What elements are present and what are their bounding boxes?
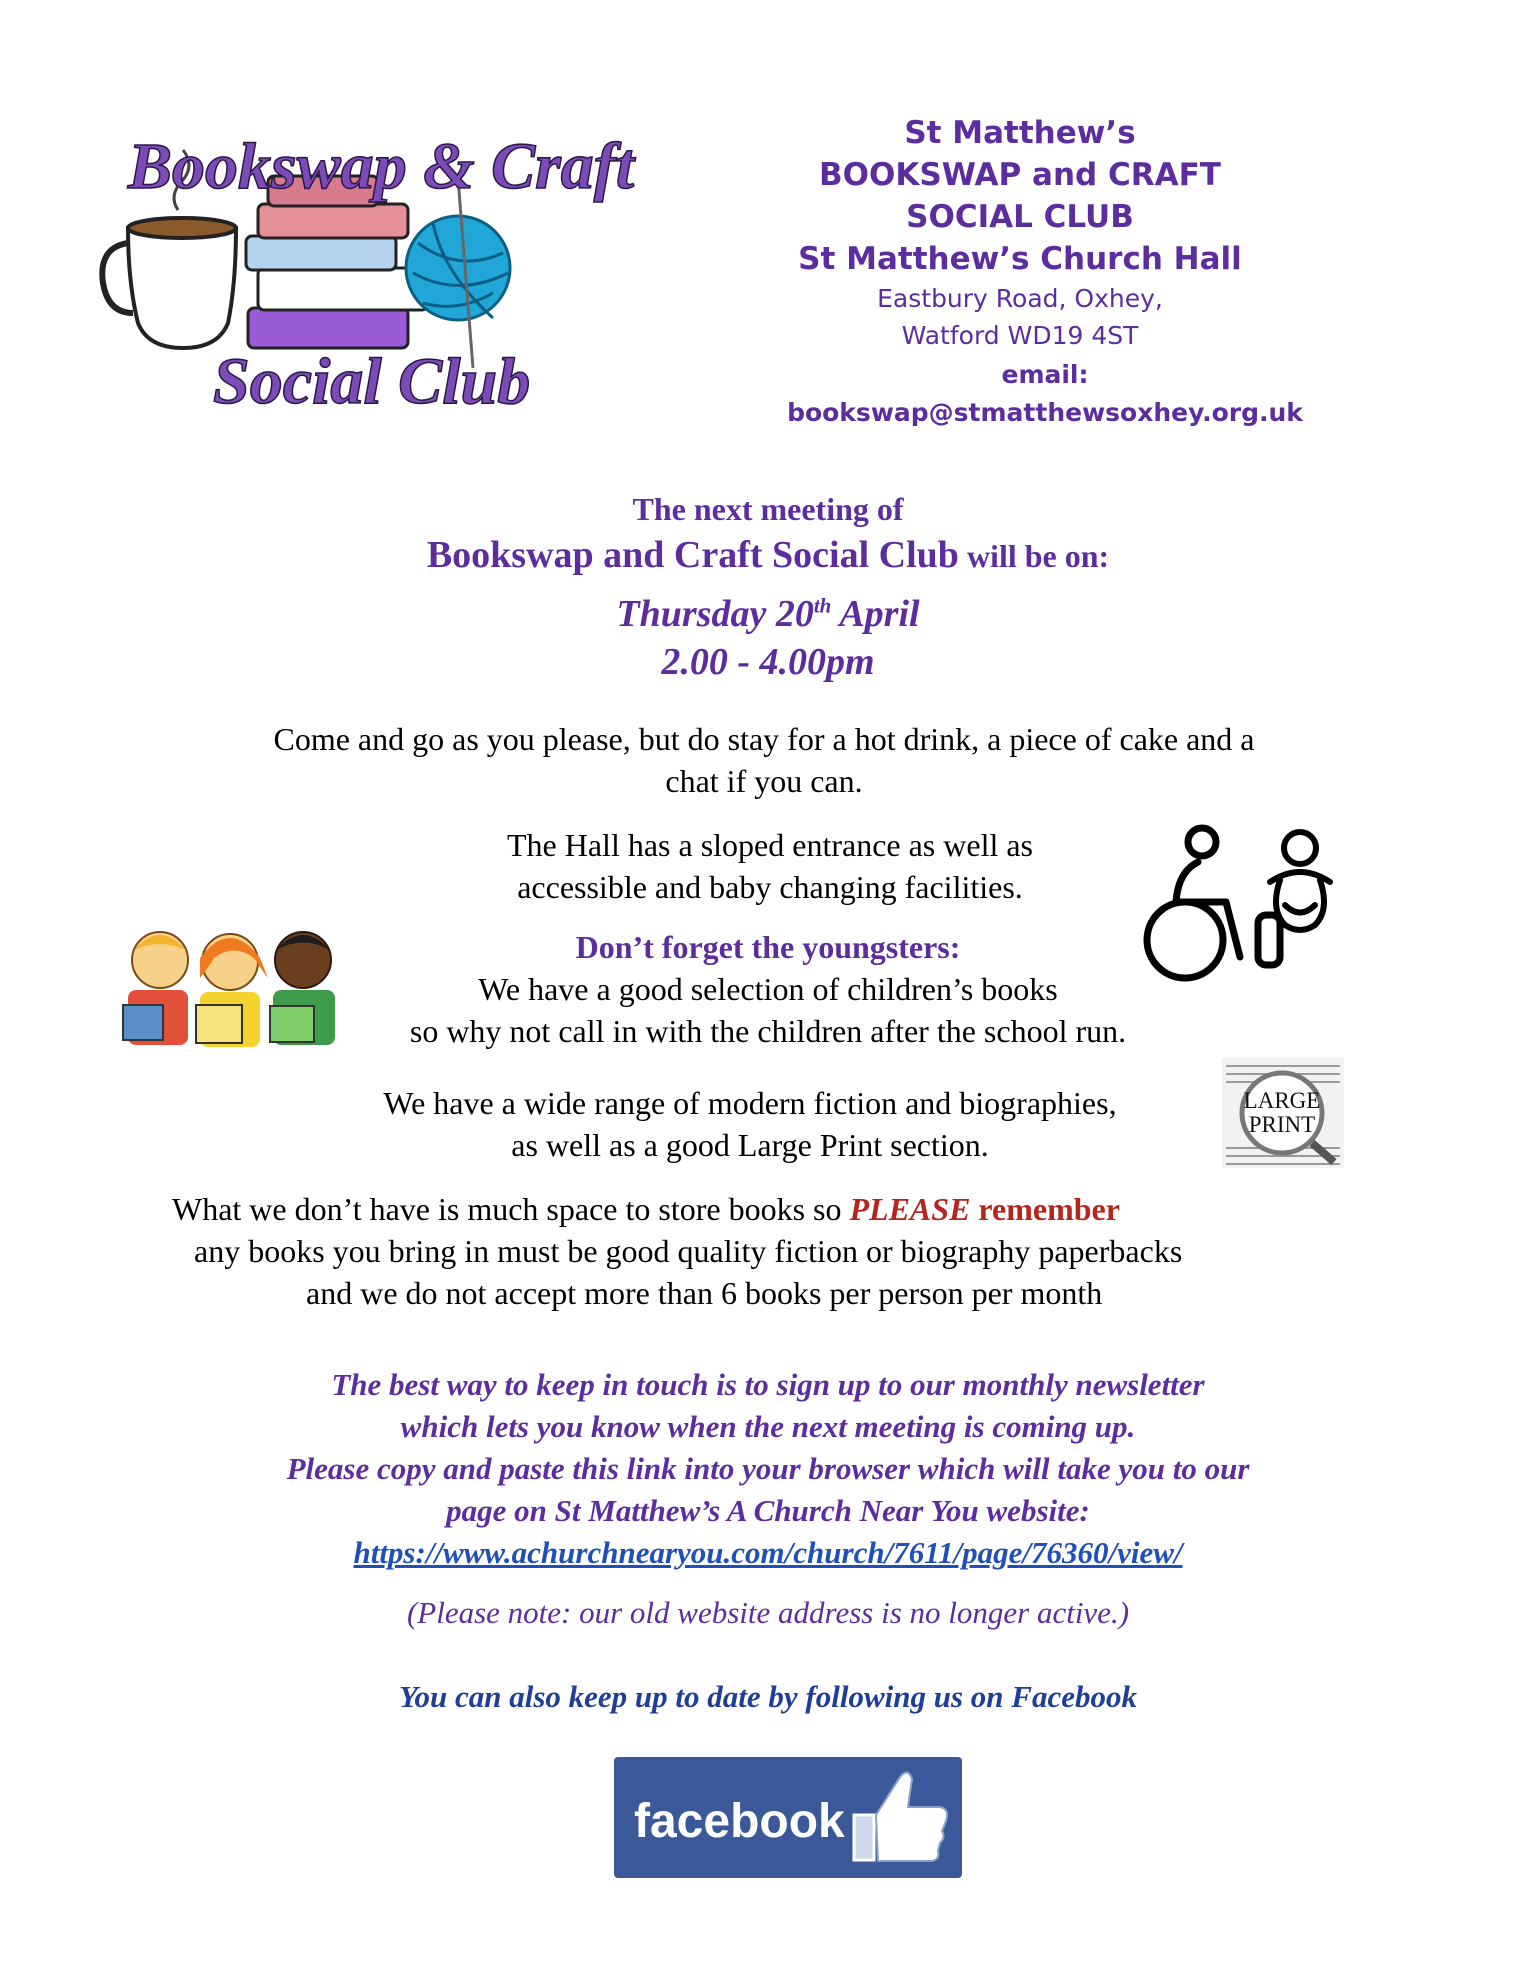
meeting-name: Bookswap and Craft Social Club: [426, 534, 959, 576]
hall-line-1: The Hall has a sloped entrance as well as: [506, 827, 1033, 863]
range-line-1: We have a wide range of modern fiction and biographies,: [383, 1085, 1117, 1121]
header-email: email: bookswap@stmatthewsoxhey.org.uk: [787, 360, 1303, 427]
facebook-follow-text: You can also keep up to date by following us on Facebook: [399, 1679, 1137, 1714]
newsletter-line-3: Please copy and paste this link into your browser which will take you to our: [286, 1451, 1250, 1486]
large-print-line-1: LARGE: [1243, 1088, 1321, 1113]
header-line-2: BOOKSWAP and CRAFT: [819, 157, 1221, 193]
meeting-intro: The next meeting of: [632, 491, 904, 527]
yarn-ball-icon: [406, 178, 510, 368]
space-line-3-wrap: [306, 1272, 1406, 1314]
hall-line-2: accessible and baby changing facilities.: [517, 869, 1023, 905]
newsletter-line-2: which lets you know when the next meeting is coming up.: [400, 1409, 1136, 1444]
newsletter-line-1: The best way to keep in touch is to sign up to our monthly newsletter: [331, 1367, 1205, 1402]
range-paragraph: [300, 1082, 1200, 1166]
space-line-1-text: What we don’t have is much space to store books so: [172, 1191, 850, 1227]
meeting-name-line: [0, 532, 1536, 578]
large-print-line-2: PRINT: [1248, 1112, 1316, 1137]
header-address-2: Watford WD19 4ST: [901, 321, 1139, 350]
meeting-time: 2.00 - 4.00pm: [661, 641, 875, 683]
meeting-date: [0, 590, 1536, 638]
newsletter-link-line: [0, 1532, 1536, 1580]
logo-title-text: Bookswap & Craft: [128, 130, 635, 203]
come-go-paragraph: [0, 718, 1532, 802]
header-line-4: St Matthew’s Church Hall: [798, 241, 1242, 277]
website-note: (Please note: our old website address is no longer active.): [406, 1595, 1130, 1630]
space-remember: remember: [970, 1191, 1120, 1227]
come-go-line-1: Come and go as you please, but do stay for a hot drink, a piece of cake and a: [273, 721, 1255, 757]
newsletter-link[interactable]: https://www.achurchnearyou.com/church/7611/page/76360/view/: [353, 1535, 1183, 1570]
space-line-3: and we do not accept more than 6 books per person per month: [306, 1275, 1103, 1311]
baby-changing-icon: [1270, 832, 1330, 930]
youngsters-line-2: so why not call in with the children after the school run.: [409, 1013, 1127, 1049]
youngsters-paragraph: [0, 926, 1536, 1052]
space-please: PLEASE: [849, 1191, 971, 1227]
youngsters-line-1: We have a good selection of children’s books: [478, 971, 1058, 1007]
space-paragraph: [172, 1188, 1372, 1230]
hall-paragraph: [360, 824, 1180, 908]
come-go-line-2: chat if you can.: [665, 763, 863, 799]
logo-subtitle-text: Social Club: [213, 345, 531, 418]
meeting-block: [0, 488, 1536, 686]
bookswap-craft-logo: [118, 118, 635, 418]
large-print-icon: [1222, 1058, 1344, 1168]
header-line-1: St Matthew’s: [904, 115, 1136, 151]
space-line-1: [172, 1188, 1372, 1230]
range-line-2: as well as a good Large Print section.: [511, 1127, 989, 1163]
space-line-2-wrap: [194, 1230, 1394, 1272]
facebook-badge[interactable]: [614, 1757, 962, 1878]
newsletter-paragraph: [0, 1364, 1536, 1718]
space-line-2: any books you bring in must be good quality fiction or biography paperbacks: [194, 1233, 1183, 1269]
meeting-day-suffix: th: [813, 593, 832, 618]
youngsters-heading: Don’t forget the youngsters:: [575, 929, 961, 965]
facebook-badge-text: facebook: [634, 1795, 845, 1848]
newsletter-line-4: page on St Matthew’s A Church Near You website:: [446, 1493, 1090, 1528]
header-block: [690, 112, 1350, 432]
header-line-3: SOCIAL CLUB: [906, 199, 1134, 235]
meeting-day: Thursday 20: [616, 593, 814, 635]
meeting-will-be-on: will be on:: [958, 538, 1110, 574]
meeting-month: April: [831, 593, 920, 635]
header-address-1: Eastbury Road, Oxhey,: [877, 284, 1163, 313]
